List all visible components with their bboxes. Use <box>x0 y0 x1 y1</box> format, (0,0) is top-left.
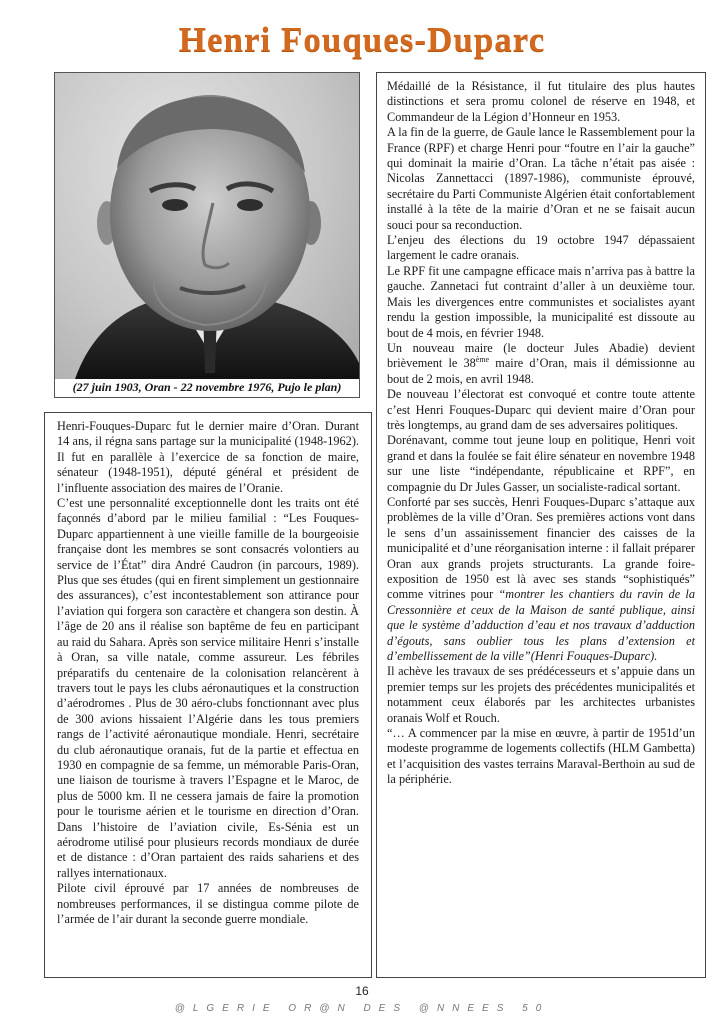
right-paragraph-7: Dorénavant, comme tout jeune loup en politique, Henri voit grand et dans la foulée se fait élire sénateur en novembre 1948 sur une liste “indépendante, républicaine et RPF”, en compagnie du Dr Jules Gasser, un socialiste-radical sortant. <box>387 433 695 494</box>
left-paragraph-3: Pilote civil éprouvé par 17 années de nombreuses de nombreuses performances, il se distingua comme pilote de l’armée de l’air durant la seconde guerre mondiale. <box>57 881 359 926</box>
right-paragraph-5 <box>387 341 695 387</box>
page-title: Henri Fouques-Duparc <box>178 20 546 59</box>
portrait-caption: (27 juin 1903, Oran - 22 novembre 1976, Pujo le plan) <box>72 380 342 394</box>
right-paragraph-8 <box>387 495 695 664</box>
right-paragraph-1: Médaillé de la Résistance, il fut titulaire des plus hautes distinctions et sera promu colonel de réserve en 1948, et Commandeur de la Légion d’Honneur en 1953. <box>387 79 695 124</box>
left-paragraph-1: Henri-Fouques-Duparc fut le dernier maire d’Oran. Durant 14 ans, il régna sans partage sur la municipalité (1948-1962). Il fut en parallèle à l’exercice de sa fonction de maire, sénateur (1948-1951), député général et président de l’influente association des maires de l’Oranie. <box>57 419 359 495</box>
right-paragraph-4: Le RPF fit une campagne efficace mais n’arriva pas à battre la gauche. Zannetaci fut contraint d’aller à un deuxième tour. Mais les divergences entre communistes et socialistes ayant rendu la gestion impossible, la municipalité est dissoute au bout de 4 mois, en février 1948. <box>387 263 695 340</box>
portrait-photo <box>55 73 359 379</box>
right-paragraph-5-end: maire d’Oran, mais il démissionne au bout de 2 mois, en avril 1948. <box>387 356 695 386</box>
right-paragraph-5-start: Un nouveau maire (le docteur Jules Abadie) devient brièvement le 38 <box>387 340 695 371</box>
ordinal-superscript: ème <box>475 355 490 365</box>
right-paragraph-10: “… A commencer par la mise en œuvre, à partir de 1951d’un modeste programme de logements collectifs (HLM Gambetta) et l’acquisition des vastes terrains Maraval-Berthoin au sud de la périphérie. <box>387 726 695 787</box>
page-number: 16 <box>355 984 369 998</box>
right-paragraph-9: Il achève les travaux de ses prédécesseurs et s’appuie dans un premier temps sur les projets des précédentes municipalités et notamment ceux élaborés par les architectes urbanistes oranais Wolf et Rouch. <box>387 664 695 725</box>
mayor-quote: “montrer les chantiers du ravin de la Cressonnière et ceux de la Maison de santé publique, ainsi que le système d’adduction d’eau et nos travaux d’adduction d’égouts, sans oublier tous les plans d’extension et d’embellissement de la ville”(Henri Fouques-Duparc). <box>387 587 695 664</box>
biography-right-column <box>376 72 706 978</box>
right-paragraph-8-text: Conforté par ses succès, Henri Fouques-Duparc s’attaque aux problèmes de la ville d’Oran. Ses premières actions vont dans le sens d’un assainissement financier des caisses de la municipalité et d’une réorganisation interne : il fallait préparer Oran aux grands projets structurants. La grande foire-exposition de 1950 est là avec ses stands “sophistiqués” comme vitrines pour <box>387 494 695 602</box>
right-paragraph-3: L’enjeu des élections du 19 octobre 1947 dépassaient largement le cadre oranais. <box>387 233 695 263</box>
portrait-frame <box>54 72 360 398</box>
right-paragraph-6: De nouveau l’électorat est convoqué et contre toute attente c’est Henri Fouques-Duparc qui devient maire d’Oran pour très longtemps, au grand dam de ses adversaires politiques. <box>387 387 695 432</box>
footer-banner: @LGERIE OR@N DES @NNEES 50 <box>174 1003 550 1014</box>
biography-left-column <box>44 412 372 978</box>
right-paragraph-2: A la fin de la guerre, de Gaule lance le Rassemblement pour la France (RPF) et charge Henri pour “foutre en l’air la gauche” qui dominait la mairie d’Oran. La tâche n’était pas aisée : Nicolas Zannettacci (1897-1986), communiste éprouvé, secrétaire du Parti Communiste Algérien était confortablement installé à la tête de la mairie d’Oran et ne se faisait aucun souci pour sa reconduction. <box>387 125 696 232</box>
left-paragraph-2: C’est une personnalité exceptionnelle dont les traits ont été façonnés d’abord par le milieu familial : “Les Fouques-Duparc appartiennent à une vieille famille de la bourgeoisie française dont les membres se sont consacrés volontiers au service de l’État” dira André Caudron (in parcours, 1989). Plus que ses études (qui en firent simplement un gestionnaire des assurances), c’est incontestablement son attirance pour l’aviation qui forgera son caractère et changera son destin. À l’âge de 20 ans il réalise son baptême de feu en participant au raid du Sahara. Après son service militaire Henri s’installe à Oran, sa ville natale, comme assureur. Les fébriles préparatifs du centenaire de la colonisation relancèrent à travers tout le pays les clubs aéronautiques et la construction d’aérodromes . Plus de 30 aéro-clubs fonctionnant avec plus de 300 avions hissaient l’Algérie dans les tous premiers rangs de l’activité aéronautique mondiale. Henri, secrétaire du club aéronautique oranais, fut de la partie et effectua en 1930 en compagnie de sa femme, un mémorable Paris-Oran, une liaison de tourisme à travers l’Espagne et le Maroc, de plus de 5000 km. Il ne cessera jamais de faire la promotion pour le tourisme aérien et le tourisme en direction d’Oran. Dans l’histoire de l’aviation civile, Es-Sénia est un aérodrome utilisé pour plusieurs records mondiaux de durée et de distance : d’Oran partaient des raids sahariens et des rallyes internationaux. <box>57 496 359 880</box>
